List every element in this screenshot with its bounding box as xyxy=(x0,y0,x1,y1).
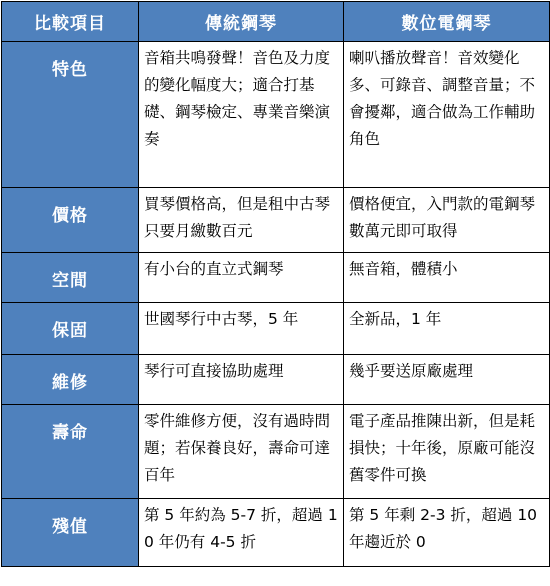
row-lifespan xyxy=(2,405,550,499)
digital-cell: 第 5 年剩 2-3 折，超過 10 年趨近於 0 xyxy=(344,499,550,567)
traditional-cell: 零件維修方便，沒有過時問題；若保養良好，壽命可達百年 xyxy=(139,405,344,499)
row-label: 空間 xyxy=(2,253,139,303)
row-label: 壽命 xyxy=(2,405,139,499)
row-repair xyxy=(2,355,550,405)
row-features xyxy=(2,42,550,188)
row-label: 價格 xyxy=(2,188,139,253)
digital-cell: 無音箱，體積小 xyxy=(344,253,550,303)
row-space xyxy=(2,253,550,303)
traditional-cell: 有小台的直立式鋼琴 xyxy=(139,253,344,303)
traditional-cell: 買琴價格高，但是租中古琴只要月繳數百元 xyxy=(139,188,344,253)
comparison-table xyxy=(1,1,550,567)
digital-cell: 全新品，1 年 xyxy=(344,303,550,355)
row-label: 特色 xyxy=(2,42,139,188)
traditional-cell: 音箱共鳴發聲！音色及力度的變化幅度大；適合打基礎、鋼琴檢定、專業音樂演奏 xyxy=(139,42,344,188)
row-warranty xyxy=(2,303,550,355)
row-label: 保固 xyxy=(2,303,139,355)
digital-cell: 電子產品推陳出新，但是耗損快；十年後，原廠可能沒舊零件可換 xyxy=(344,405,550,499)
traditional-cell: 第 5 年約為 5-7 折，超過 10 年仍有 4-5 折 xyxy=(139,499,344,567)
header-traditional-piano: 傳統鋼琴 xyxy=(139,2,344,42)
digital-cell: 喇叭播放聲音！音效變化多、可錄音、調整音量；不會擾鄰，適合做為工作輔助角色 xyxy=(344,42,550,188)
digital-cell: 幾乎要送原廠處理 xyxy=(344,355,550,405)
traditional-cell: 世國琴行中古琴，5 年 xyxy=(139,303,344,355)
header-digital-piano: 數位電鋼琴 xyxy=(344,2,550,42)
row-label: 維修 xyxy=(2,355,139,405)
row-label: 殘值 xyxy=(2,499,139,567)
digital-cell: 價格便宜，入門款的電鋼琴數萬元即可取得 xyxy=(344,188,550,253)
header-row xyxy=(2,2,550,42)
row-price xyxy=(2,188,550,253)
header-comparison-item: 比較項目 xyxy=(2,2,139,42)
row-residual-value xyxy=(2,499,550,567)
traditional-cell: 琴行可直接協助處理 xyxy=(139,355,344,405)
